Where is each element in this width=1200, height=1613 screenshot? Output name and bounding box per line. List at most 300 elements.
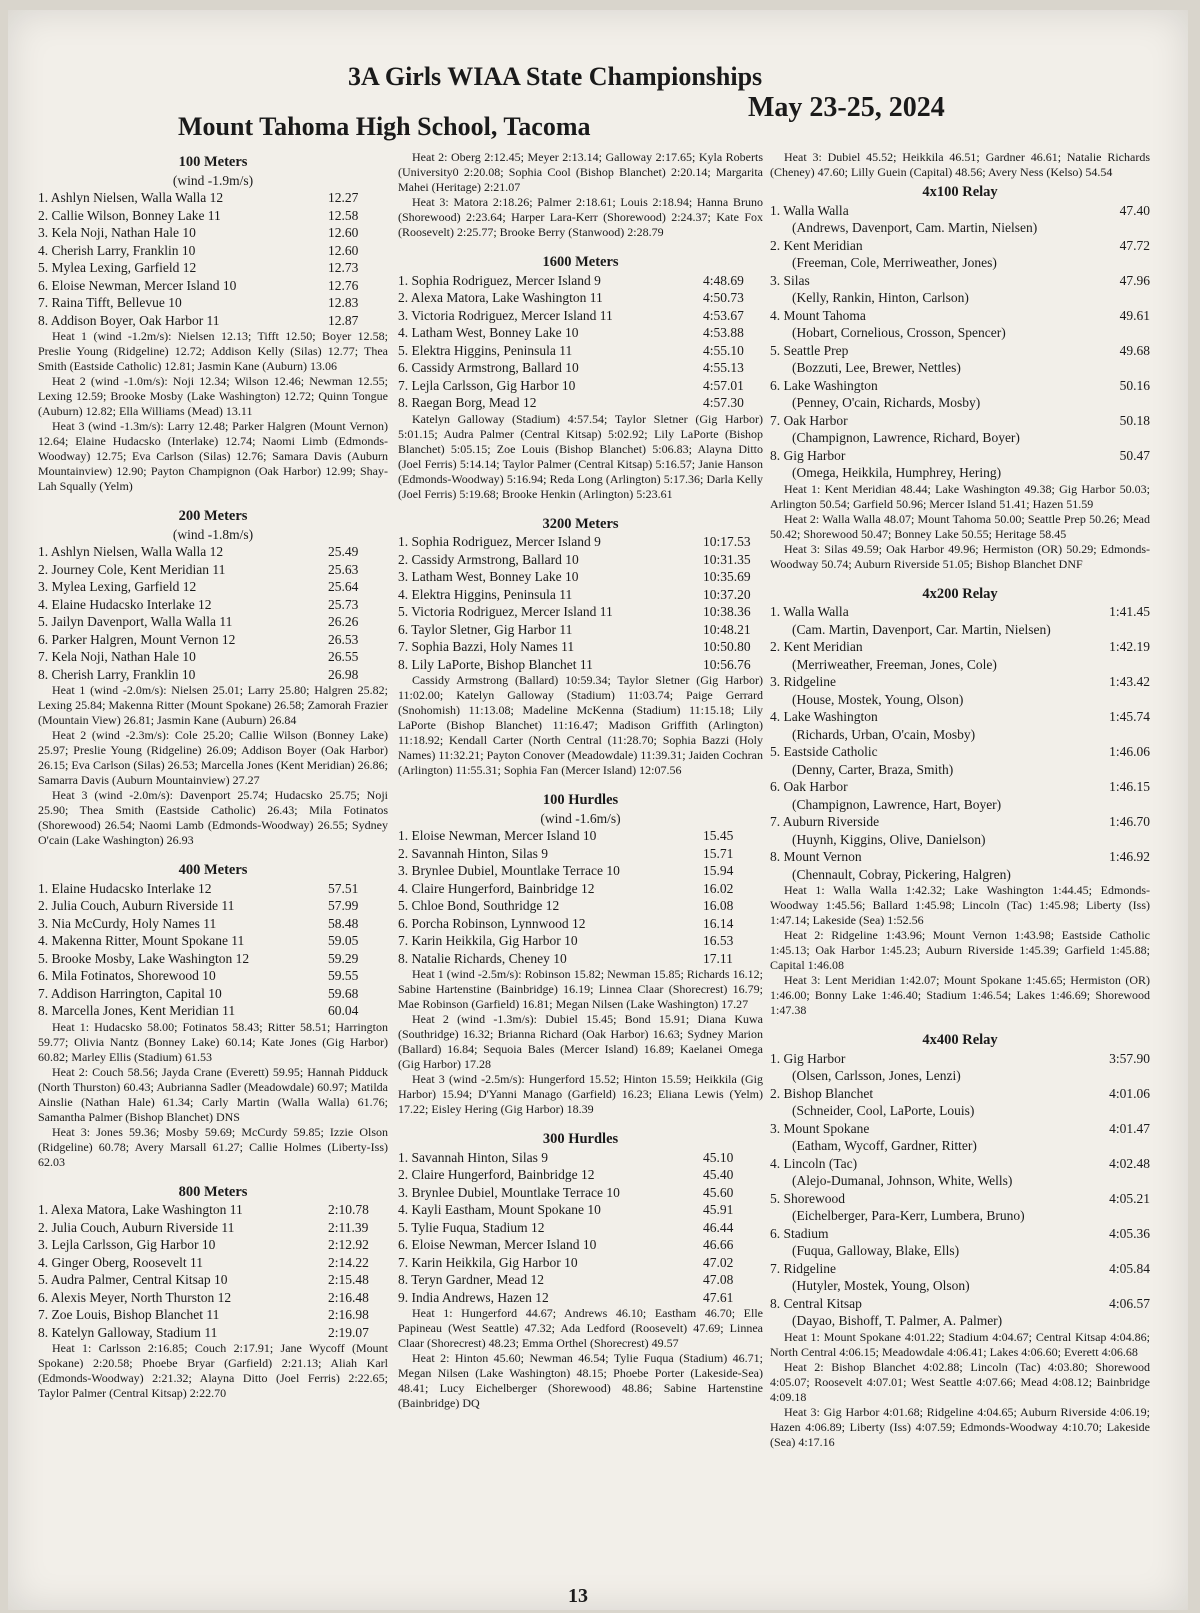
result-mark: 15.94 (703, 863, 734, 878)
result-row (38, 915, 388, 933)
result-mark: 16.02 (703, 880, 734, 896)
event-title: 200 Meters (178, 508, 248, 524)
result-row (398, 568, 763, 586)
result-row (398, 1219, 763, 1237)
result-mark: 60.04 (328, 1003, 359, 1018)
result-mark: 4:53.67 (703, 307, 744, 323)
athlete-name: 6. Porcha Robinson, Lynnwood 12 (398, 915, 586, 931)
team-name: 8. Mount Vernon (770, 849, 862, 864)
result-mark: 1:46.06 (1109, 744, 1150, 759)
athlete-name: 5. Chloe Bond, Southridge 12 (398, 898, 560, 913)
result-mark: 26.55 (328, 649, 359, 664)
relay-team-row (770, 848, 1150, 866)
relay-members: (Chennault, Cobray, Pickering, Halgren) (792, 866, 1011, 882)
result-mark: 4:57.01 (703, 377, 744, 393)
heat-results: Heat 2: Oberg 2:12.45; Meyer 2:13.14; Galloway 2:17.65; Kyla Roberts (University0 2:20.08; Sophia Cool (Bishop Blanchet) 2:20.14; Margarita Mahei (Heritage) 2:21.07 (398, 150, 763, 194)
relay-members: (Champignon, Lawrence, Hart, Boyer) (792, 796, 1002, 812)
result-mark: 1:46.92 (1109, 849, 1150, 864)
athlete-name: 4. Elektra Higgins, Peninsula 11 (398, 586, 573, 602)
athlete-name: 4. Elaine Hudacsko Interlake 12 (38, 596, 212, 612)
heat-results: Heat 1: Carlsson 2:16.85; Couch 2:17.91; Jane Wycoff (Mount Spokane) 2:20.58; Phoebe Bryar (Garfield) 2:21.13; Aliah Karl (Edmonds-Woodway) 2:21.32; Alayna Ditto (Joel Ferris) 2:22.65; Taylor Palmer (Central Kitsap) 2:22.70 (38, 1341, 388, 1400)
result-mark: 49.61 (1119, 307, 1150, 323)
relay-members: (Bozzuti, Lee, Brewer, Nettles) (792, 360, 961, 375)
heat-results: Heat 1 (wind -2.5m/s): Robinson 15.82; Newman 15.85; Richards 16.12; Sabine Hartenstine (Bainbridge) 16.19; Linnea Claar (Shorecrest) 16.79; Mae Robinson (Garfield) 16.81; Megan Nilsen (Lake Washington) 17.27 (398, 967, 763, 1011)
result-row (398, 342, 763, 360)
result-mark: 4:48.69 (703, 272, 744, 288)
heat-results: Heat 1: Hungerford 44.67; Andrews 46.10; Eastham 46.70; Elle Papineau (West Seattle) 47.32; Ada Ledford (Roosevelt) 47.69; Linnea Claar (Shorecrest) 48.23; Emma Orthel (Shorecrest) 49.57 (398, 1306, 763, 1350)
event-section (398, 254, 763, 502)
relay-members: (Hutyler, Mostek, Young, Olson) (792, 1278, 970, 1293)
team-name: 4. Lake Washington (770, 709, 878, 724)
result-mark: 2:16.48 (328, 1289, 369, 1305)
athlete-name: 7. Karin Heikkila, Gig Harbor 10 (398, 933, 578, 948)
relay-team-row (770, 1085, 1150, 1103)
result-row (398, 638, 763, 656)
result-mark: 25.63 (328, 561, 359, 577)
result-mark: 25.64 (328, 579, 359, 594)
result-mark: 4:55.13 (703, 360, 744, 375)
result-mark: 50.47 (1119, 447, 1150, 463)
result-mark: 15.45 (703, 828, 734, 843)
team-name: 1. Walla Walla (770, 202, 849, 218)
result-mark: 12.60 (328, 242, 359, 258)
athlete-name: 2. Claire Hungerford, Bainbridge 12 (398, 1167, 595, 1182)
relay-team-row (770, 638, 1150, 656)
athlete-name: 6. Cassidy Armstrong, Ballard 10 (398, 360, 579, 375)
relay-members: (Denny, Carter, Braza, Smith) (792, 761, 954, 777)
result-row (398, 394, 763, 412)
result-row (38, 666, 388, 684)
heat-results: Heat 2: Ridgeline 1:43.96; Mount Vernon 1:43.98; Eastside Catholic 1:45.13; Oak Harbor 1:45.23; Auburn Riverside 1:45.39; Garfield 1:45.88; Capital 1:46.08 (770, 928, 1150, 972)
result-mark: 46.66 (703, 1237, 734, 1252)
result-row (398, 932, 763, 950)
relay-team-row (770, 412, 1150, 430)
heat-results: Heat 2 (wind -1.0m/s): Noji 12.34; Wilson 12.46; Newman 12.55; Lexing 12.59; Brooke Mosby (Lake Washington) 12.72; Quinn Tongue (Auburn) 12.82; Ella Williams (Mead) 13.11 (38, 374, 388, 418)
relay-members: (Kelly, Rankin, Hinton, Carlson) (792, 290, 969, 305)
athlete-name: 3. Nia McCurdy, Holy Names 11 (38, 915, 217, 931)
athlete-name: 3. Victoria Rodriguez, Mercer Island 11 (398, 307, 613, 323)
result-row (398, 915, 763, 933)
athlete-name: 3. Brynlee Dubiel, Mountlake Terrace 10 (398, 863, 620, 878)
column-3 (770, 150, 1150, 1464)
result-mark: 2:16.98 (328, 1307, 369, 1322)
team-name: 7. Oak Harbor (770, 412, 848, 428)
result-mark: 47.96 (1119, 272, 1150, 288)
result-mark: 49.68 (1119, 342, 1150, 358)
result-mark: 16.53 (703, 933, 734, 948)
relay-team-row (770, 342, 1150, 360)
result-row (398, 1166, 763, 1184)
wind-reading: (wind -1.6m/s) (540, 810, 621, 826)
result-row (398, 289, 763, 307)
relay-team-row (770, 377, 1150, 395)
relay-members: (Huynh, Kiggins, Olive, Danielson) (792, 831, 986, 847)
heat-results: Heat 3: Dubiel 45.52; Heikkila 46.51; Gardner 46.61; Natalie Richards (Cheney) 47.60; Lilly Guein (Capital) 48.56; Avery Ness (Kelso) 54.54 (770, 150, 1150, 179)
heat-results: Heat 1: Mount Spokane 4:01.22; Stadium 4:04.67; Central Kitsap 4:04.86; North Central 4:06.15; Meadowdale 4:06.41; Lakes 4:06.60; Everett 4:06.68 (770, 1329, 1150, 1359)
team-name: 4. Mount Tahoma (770, 307, 866, 323)
meet-venue: Mount Tahoma High School, Tacoma (178, 112, 591, 141)
athlete-name: 1. Sophia Rodriguez, Mercer Island 9 (398, 534, 601, 549)
relay-team-row (770, 778, 1150, 796)
athlete-name: 5. Jailyn Davenport, Walla Walla 11 (38, 614, 233, 629)
result-row (38, 1254, 388, 1272)
athlete-name: 8. Raegan Borg, Mead 12 (398, 395, 537, 410)
event-title: 3200 Meters (542, 515, 619, 532)
result-row (38, 1002, 388, 1020)
athlete-name: 7. Karin Heikkila, Gig Harbor 10 (398, 1254, 578, 1270)
result-mark: 45.91 (703, 1202, 734, 1217)
athlete-name: 6. Alexis Meyer, North Thurston 12 (38, 1289, 232, 1305)
result-row (38, 648, 388, 666)
result-row (38, 1219, 388, 1237)
team-name: 5. Shorewood (770, 1190, 845, 1206)
result-row (398, 950, 763, 968)
result-mark: 12.73 (328, 260, 359, 275)
team-name: 6. Lake Washington (770, 377, 878, 393)
result-mark: 59.55 (328, 968, 359, 983)
heat-results: Heat 1: Walla Walla 1:42.32; Lake Washington 1:44.45; Edmonds-Woodway 1:45.56; Ballard 1:45.98; Lincoln (Tac) 1:45.98; Liberty (Iss) 1:47.14; Lakeside (Sea) 1:52.56 (770, 883, 1150, 927)
result-mark: 2:10.78 (328, 1202, 369, 1217)
event-section (398, 516, 763, 779)
result-mark: 47.02 (703, 1254, 734, 1270)
team-name: 7. Auburn Riverside (770, 814, 880, 829)
result-mark: 1:43.42 (1109, 674, 1150, 689)
athlete-name: 3. Lejla Carlsson, Gig Harbor 10 (38, 1237, 216, 1252)
athlete-name: 2. Julia Couch, Auburn Riverside 11 (38, 1219, 235, 1235)
athlete-name: 4. Latham West, Bonney Lake 10 (398, 325, 579, 340)
athlete-name: 8. Lily LaPorte, Bishop Blanchet 11 (398, 656, 593, 672)
result-row (38, 259, 388, 277)
team-name: 8. Gig Harbor (770, 447, 846, 463)
athlete-name: 5. Brooke Mosby, Lake Washington 12 (38, 950, 250, 966)
athlete-name: 7. Lejla Carlsson, Gig Harbor 10 (398, 377, 576, 393)
heat-results: Heat 3: Silas 49.59; Oak Harbor 49.96; Hermiston (OR) 50.29; Edmonds-Woodway 50.74; Auburn Riverside 51.05; Bishop Blanchet DNF (770, 541, 1150, 571)
athlete-name: 8. Addison Boyer, Oak Harbor 11 (38, 312, 220, 328)
result-row (38, 1306, 388, 1324)
result-row (38, 880, 388, 898)
relay-team-row (770, 307, 1150, 325)
result-row (398, 1289, 763, 1307)
relay-members: (Alejo-Dumanal, Johnson, White, Wells) (792, 1173, 1013, 1188)
result-mark: 4:50.73 (703, 290, 744, 305)
result-mark: 59.29 (328, 950, 359, 966)
athlete-name: 2. Callie Wilson, Bonney Lake 11 (38, 207, 221, 223)
heat-results: Heat 3: Gig Harbor 4:01.68; Ridgeline 4:04.65; Auburn Riverside 4:06.19; Hazen 4:06.89; Liberty (Iss) 4:07.59; Edmonds-Woodway 4:10.70; Lakeside (Sea) 4:17.16 (770, 1404, 1150, 1449)
result-mark: 4:57.30 (703, 395, 744, 410)
result-mark: 3:57.90 (1109, 1050, 1150, 1066)
result-mark: 1:41.45 (1109, 604, 1150, 619)
result-mark: 16.14 (703, 915, 734, 931)
page-number: 13 (568, 1585, 588, 1607)
result-row (38, 294, 388, 312)
result-mark: 4:05.36 (1109, 1225, 1150, 1241)
relay-members: (Hobart, Cornelious, Crosson, Spencer) (792, 325, 1006, 340)
athlete-name: 8. Natalie Richards, Cheney 10 (398, 950, 567, 966)
relay-team-row (770, 1190, 1150, 1208)
athlete-name: 9. India Andrews, Hazen 12 (398, 1289, 549, 1305)
result-mark: 4:55.10 (703, 342, 744, 358)
result-mark: 2:11.39 (328, 1219, 369, 1235)
event-title: 100 Meters (178, 154, 248, 170)
result-row (38, 985, 388, 1003)
athlete-name: 2. Julia Couch, Auburn Riverside 11 (38, 898, 235, 913)
event-section (38, 862, 388, 1170)
result-mark: 15.71 (703, 845, 734, 861)
event-section (38, 154, 388, 494)
athlete-name: 2. Alexa Matora, Lake Washington 11 (398, 290, 603, 305)
result-mark: 10:31.35 (703, 551, 751, 567)
result-row (38, 1201, 388, 1219)
athlete-name: 3. Mylea Lexing, Garfield 12 (38, 579, 197, 594)
result-mark: 47.08 (703, 1272, 734, 1287)
relay-members: (Schneider, Cool, LaPorte, Louis) (792, 1103, 975, 1118)
result-mark: 10:48.21 (703, 621, 751, 637)
result-row (398, 377, 763, 395)
result-mark: 12.83 (328, 295, 359, 310)
team-name: 5. Eastside Catholic (770, 744, 878, 759)
result-mark: 10:37.20 (703, 586, 751, 602)
relay-members: (Champignon, Lawrence, Richard, Boyer) (792, 430, 1020, 445)
relay-team-row (770, 447, 1150, 465)
athlete-name: 7. Addison Harrington, Capital 10 (38, 985, 222, 1001)
wind-reading: (wind -1.8m/s) (172, 526, 254, 542)
heat-results: Heat 2: Walla Walla 48.07; Mount Tahoma 50.00; Seattle Prep 50.26; Mead 50.42; Shorewood 50.47; Bonney Lake 50.55; Heritage 58.45 (770, 511, 1150, 541)
result-mark: 59.68 (328, 985, 359, 1001)
result-mark: 12.58 (328, 207, 359, 223)
result-mark: 10:35.69 (703, 569, 751, 584)
team-name: 2. Bishop Blanchet (770, 1085, 874, 1101)
event-title: 1600 Meters (542, 254, 619, 270)
result-mark: 26.26 (328, 614, 359, 629)
heat-results: Heat 3 (wind -2.5m/s): Hungerford 15.52; Hinton 15.59; Heikkila (Gig Harbor) 15.94; D'Yanni Manago (Garfield) 16.23; Eliana Lewis (Yelm) 17.22; Eisley Hering (Gig Harbor) 18.39 (398, 1072, 763, 1116)
athlete-name: 2. Savannah Hinton, Silas 9 (398, 845, 548, 861)
heat-results: Heat 2 (wind -1.3m/s): Dubiel 15.45; Bond 15.91; Diana Kuwa (Southridge) 16.32; Brianna Richard (Oak Harbor) 16.63; Sydney Marion (Ballard) 16.84; Sequoia Bales (Mercer Island) 16.89; Kaelanei Omega (Gig Harbor) 17.28 (398, 1012, 763, 1071)
team-name: 4. Lincoln (Tac) (770, 1155, 858, 1171)
result-mark: 2:14.22 (328, 1254, 369, 1270)
heat-results: Heat 2: Bishop Blanchet 4:02.88; Lincoln (Tac) 4:03.80; Shorewood 4:05.07; Roosevelt 4:07.01; West Seattle 4:07.66; Mead 4:08.12; Bainbridge 4:09.18 (770, 1359, 1150, 1404)
result-row (398, 1236, 763, 1254)
athlete-name: 2. Cassidy Armstrong, Ballard 10 (398, 551, 579, 567)
heat-results: Heat 3 (wind -1.3m/s): Larry 12.48; Parker Halgren (Mount Vernon) 12.64; Elaine Hudacsko (Interlake) 12.74; Naomi Limb (Edmonds-Woodway) 12.75; Eva Carlson (Silas) 12.76; Samara Davis (Auburn Mountainview) 12.90; Payton Champignon (Oak Harbor) 12.99; Shay-Lah Squally (Yelm) (38, 419, 388, 493)
result-row (38, 950, 388, 968)
event-title: 400 Meters (178, 862, 248, 878)
team-name: 3. Ridgeline (770, 674, 836, 689)
result-row (398, 551, 763, 569)
relay-members: (Eichelberger, Para-Kerr, Lumbera, Bruno) (792, 1208, 1025, 1223)
result-mark: 50.16 (1119, 377, 1150, 393)
athlete-name: 6. Parker Halgren, Mount Vernon 12 (38, 631, 236, 647)
relay-section (770, 184, 1150, 572)
result-mark: 58.48 (328, 915, 359, 931)
result-mark: 4:01.06 (1109, 1085, 1150, 1101)
athlete-name: 5. Tylie Fuqua, Stadium 12 (398, 1219, 545, 1235)
athlete-name: 6. Taylor Sletner, Gig Harbor 11 (398, 621, 573, 637)
heat-results: Heat 3: Lent Meridian 1:42.07; Mount Spokane 1:45.65; Hermiston (OR) 1:46.00; Bonny Lake 1:46.40; Stadium 1:46.54; Lakes 1:46.69; Shorewood 1:47.38 (770, 973, 1150, 1017)
result-mark: 47.61 (703, 1289, 734, 1305)
result-row (398, 897, 763, 915)
result-mark: 25.73 (328, 596, 359, 612)
relay-section (770, 1032, 1150, 1450)
result-mark: 2:19.07 (328, 1324, 369, 1340)
relay-team-row (770, 1260, 1150, 1278)
result-row (398, 1201, 763, 1219)
team-name: 1. Gig Harbor (770, 1050, 846, 1066)
event-title: 300 Hurdles (542, 1131, 619, 1147)
athlete-name: 1. Elaine Hudacsko Interlake 12 (38, 880, 212, 896)
athlete-name: 8. Cherish Larry, Franklin 10 (38, 666, 196, 682)
relay-members: (Merriweather, Freeman, Jones, Cole) (792, 656, 997, 672)
result-mark: 4:01.47 (1109, 1120, 1150, 1136)
result-row (398, 324, 763, 342)
team-name: 6. Oak Harbor (770, 779, 848, 794)
result-row (398, 862, 763, 880)
athlete-name: 3. Brynlee Dubiel, Mountlake Terrace 10 (398, 1184, 620, 1200)
relay-members: (Fuqua, Galloway, Blake, Ells) (792, 1243, 960, 1258)
result-mark: 1:46.15 (1109, 779, 1150, 794)
result-mark: 1:42.19 (1109, 639, 1150, 654)
relay-team-row (770, 1225, 1150, 1243)
event-section (398, 792, 763, 1117)
result-mark: 25.49 (328, 544, 359, 559)
event-title: 100 Hurdles (542, 792, 619, 808)
athlete-name: 1. Ashlyn Nielsen, Walla Walla 12 (38, 190, 224, 205)
result-mark: 4:06.57 (1109, 1295, 1150, 1311)
result-mark: 12.87 (328, 312, 359, 328)
athlete-name: 1. Ashlyn Nielsen, Walla Walla 12 (38, 544, 224, 559)
result-mark: 4:05.21 (1109, 1190, 1150, 1206)
team-name: 1. Walla Walla (770, 604, 849, 619)
team-name: 5. Seattle Prep (770, 342, 849, 358)
result-row (398, 845, 763, 863)
result-mark: 45.10 (703, 1149, 734, 1165)
meet-dates: May 23-25, 2024 (748, 92, 945, 123)
athlete-name: 2. Journey Cole, Kent Meridian 11 (38, 561, 226, 577)
relay-team-row (770, 673, 1150, 691)
heat-results: Heat 1: Hudacsko 58.00; Fotinatos 58.43; Ritter 58.51; Harrington 59.77; Olivia Nantz (Bonney Lake) 60.14; Kate Jones (Gig Harbor) 60.82; Marley Ellis (Stadium) 61.53 (38, 1019, 388, 1064)
result-mark: 26.98 (328, 666, 359, 682)
relay-team-row (770, 603, 1150, 621)
athlete-name: 5. Mylea Lexing, Garfield 12 (38, 260, 197, 275)
result-mark: 47.40 (1119, 202, 1150, 218)
result-row (38, 242, 388, 260)
relay-members: (Richards, Urban, O'cain, Mosby) (792, 726, 976, 742)
result-row (398, 1254, 763, 1272)
result-row (38, 1324, 388, 1342)
heat-results: Heat 2: Hinton 45.60; Newman 46.54; Tylie Fuqua (Stadium) 46.71; Megan Nilsen (Lake Washington) 48.15; Phoebe Porter (Lakeside-Sea) 48.41; Lucy Eichelberger (Shorewood) 48.86; Sabine Hartenstine (Bainbridge) DQ (398, 1351, 763, 1410)
result-row (38, 561, 388, 579)
athlete-name: 6. Eloise Newman, Mercer Island 10 (38, 277, 237, 293)
result-mark: 26.53 (328, 631, 359, 647)
athlete-name: 6. Mila Fotinatos, Shorewood 10 (38, 968, 216, 983)
result-row (398, 827, 763, 845)
relay-team-row (770, 202, 1150, 220)
athlete-name: 5. Victoria Rodriguez, Mercer Island 11 (398, 604, 613, 619)
heat-results: Heat 1: Kent Meridian 48.44; Lake Washington 49.38; Gig Harbor 50.03; Arlington 50.54; Garfield 50.96; Mercer Island 51.41; Hazen 51.59 (770, 481, 1150, 511)
result-row (38, 1236, 388, 1254)
result-mark: 2:15.48 (328, 1272, 369, 1287)
athlete-name: 8. Teryn Gardner, Mead 12 (398, 1272, 544, 1287)
result-mark: 50.18 (1119, 412, 1150, 428)
athlete-name: 4. Makenna Ritter, Mount Spokane 11 (38, 933, 245, 948)
athlete-name: 7. Raina Tifft, Bellevue 10 (38, 295, 182, 310)
athlete-name: 1. Eloise Newman, Mercer Island 10 (398, 828, 597, 843)
result-row (38, 207, 388, 225)
event-title: 4x100 Relay (922, 184, 998, 200)
athlete-name: 6. Eloise Newman, Mercer Island 10 (398, 1237, 597, 1252)
result-row (398, 621, 763, 639)
result-mark: 4:02.48 (1109, 1155, 1150, 1171)
result-mark: 10:38.36 (703, 604, 751, 619)
athlete-name: 4. Kayli Eastham, Mount Spokane 10 (398, 1202, 601, 1217)
result-mark: 59.05 (328, 933, 359, 948)
relay-members: (House, Mostek, Young, Olson) (792, 691, 964, 707)
result-mark: 46.44 (703, 1219, 734, 1235)
result-mark: 45.60 (703, 1184, 734, 1200)
title-block (168, 40, 1028, 150)
athlete-name: 7. Kela Noji, Nathan Hale 10 (38, 649, 196, 664)
athlete-name: 5. Elektra Higgins, Peninsula 11 (398, 342, 573, 358)
result-mark: 57.51 (328, 880, 359, 896)
athlete-name: 1. Alexa Matora, Lake Washington 11 (38, 1202, 243, 1217)
result-mark: 12.76 (328, 277, 359, 293)
athlete-name: 3. Kela Noji, Nathan Hale 10 (38, 225, 196, 240)
result-row (38, 189, 388, 207)
result-row (398, 1184, 763, 1202)
heat-results: Heat 3: Matora 2:18.26; Palmer 2:18.61; Louis 2:18.94; Hanna Bruno (Shorewood) 2:23.64; Harper Lara-Kerr (Shorewood) 2:24.37; Kate Fox (Roosevelt) 2:25.77; Brooke Berry (Stanwood) 2:28.79 (398, 195, 763, 239)
result-row (398, 307, 763, 325)
relay-team-row (770, 1295, 1150, 1313)
athlete-name: 1. Sophia Rodriguez, Mercer Island 9 (398, 272, 601, 288)
team-name: 2. Kent Meridian (770, 639, 863, 654)
relay-team-row (770, 708, 1150, 726)
meet-title: 3A Girls WIAA State Championships (348, 62, 763, 91)
event-title: 800 Meters (178, 1183, 248, 1200)
result-mark: 45.40 (703, 1167, 734, 1182)
relay-team-row (770, 743, 1150, 761)
event-title: 4x400 Relay (922, 1032, 998, 1048)
document-page (8, 10, 1188, 1610)
athlete-name: 4. Cherish Larry, Franklin 10 (38, 242, 196, 258)
result-row (38, 1289, 388, 1307)
athlete-name: 8. Katelyn Galloway, Stadium 11 (38, 1324, 218, 1340)
heat-results: Katelyn Galloway (Stadium) 4:57.54; Taylor Sletner (Gig Harbor) 5:01.15; Audra Palmer (Central Kitsap) 5:02.92; Lily LaPorte (Bishop Blanchet) 5:05.15; Zoe Louis (Bishop Blanchet) 5:06.83; Alayna Ditto (Joel Ferris) 5:14.14; Taylor Palmer (Central Kitsap) 5:16.57; Janie Hanson (Edmonds-Woodway) 5:16.94; Reda Long (Arlington) 5:17.36; Darla Kelly (Joel Ferris) 5:19.68; Brooke Henkin (Arlington) 5:23.61 (398, 411, 763, 501)
result-row (38, 932, 388, 950)
relay-members: (Cam. Martin, Davenport, Car. Martin, Nielsen) (792, 621, 1051, 637)
heat-results: Heat 3 (wind -2.0m/s): Davenport 25.74; Hudacsko 25.75; Noji 25.90; Thea Smith (Eastside Catholic) 26.43; Mila Fotinatos (Shorewood) 26.54; Naomi Lamb (Edmonds-Woodway) 26.55; Sydney O'cain (Lake Washington) 26.93 (38, 788, 388, 847)
result-mark: 12.27 (328, 190, 359, 205)
athlete-name: 8. Marcella Jones, Kent Meridian 11 (38, 1003, 236, 1018)
event-section (398, 150, 763, 240)
athlete-name: 4. Ginger Oberg, Roosevelt 11 (38, 1254, 203, 1270)
event-title: 4x200 Relay (922, 585, 998, 602)
relay-section (770, 586, 1150, 1019)
result-mark: 57.99 (328, 898, 359, 913)
result-mark: 10:50.80 (703, 639, 751, 654)
athlete-name: 3. Latham West, Bonney Lake 10 (398, 569, 579, 584)
heat-results: Heat 1 (wind -1.2m/s): Nielsen 12.13; Tifft 12.50; Boyer 12.58; Preslie Young (Ridgeline) 12.72; Addison Kelly (Silas) 12.77; Thea Smith (Eastside Catholic) 12.81; Jasmin Kane (Auburn) 13.06 (38, 329, 388, 373)
result-mark: 10:17.53 (703, 534, 751, 549)
result-row (398, 656, 763, 674)
result-row (38, 631, 388, 649)
result-row (38, 967, 388, 985)
heat-results: Cassidy Armstrong (Ballard) 10:59.34; Taylor Sletner (Gig Harbor) 11:02.00; Katelyn Galloway (Stadium) 11:03.74; Paige Gerrard (Snohomish) 11:13.08; Madeline McKenna (Stadium) 11:15.18; Lily LaPorte (Bishop Blanchet) 11:16.47; Madison Griffith (Arlington) 11:18.92; Kendall Carter (North Central (11:28.70; Sophia Bazzi (Holy Names) 11:32.21; Payton Conover (Meadowdale) 11:39.31; Jaiden Cochran (Arlington) 11:55.31; Sophia Fan (Mercer Island) 12:07.56 (398, 673, 763, 777)
athlete-name: 7. Sophia Bazzi, Holy Names 11 (398, 639, 575, 654)
event-section (38, 1184, 388, 1402)
result-mark: 2:12.92 (328, 1237, 369, 1252)
result-row (38, 1271, 388, 1289)
athlete-name: 1. Savannah Hinton, Silas 9 (398, 1149, 548, 1165)
result-mark: 4:53.88 (703, 325, 744, 340)
